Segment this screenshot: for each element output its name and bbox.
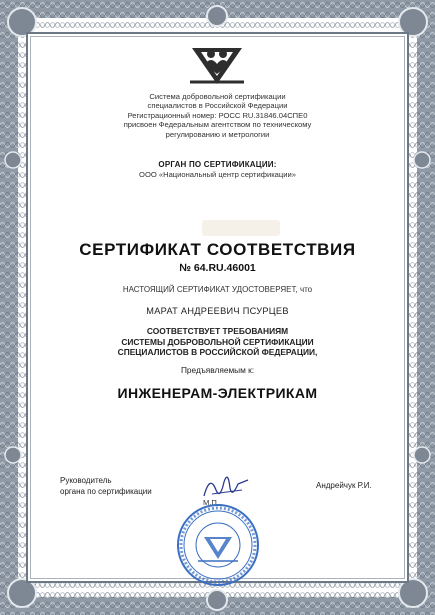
certificate-title: СЕРТИФИКАТ СООТВЕТСТВИЯ xyxy=(79,240,356,259)
issuer-line: Система добровольной сертификации xyxy=(149,92,286,101)
issuer-line: специалистов в Российской Федерации xyxy=(147,101,288,111)
issuer-line: регулированию и метрологии xyxy=(165,129,270,139)
head-label-line: органа по сертификации xyxy=(60,487,152,496)
stamp-place-label: М.П. xyxy=(203,498,220,507)
head-of-organ-label xyxy=(60,475,152,497)
head-name: Андрейчук Р.И. xyxy=(316,481,372,490)
holder-name: МАРАТ АНДРЕЕВИЧ ПСУРЦЕВ xyxy=(146,306,289,316)
certificate-number: № 64.RU.46001 xyxy=(179,262,256,274)
issuer-line: Регистрационный номер: РОСС RU.31846.04СПЕ0 xyxy=(127,110,308,120)
organ-block xyxy=(0,160,435,180)
issuer-block xyxy=(0,92,435,139)
certification-emblem-icon xyxy=(188,40,246,88)
organ-title: ОРГАН ПО СЕРТИФИКАЦИИ: xyxy=(158,160,277,169)
issuer-line: присвоен Федеральным агентством по техническому xyxy=(123,120,312,130)
conformity-line: СИСТЕМЫ ДОБРОВОЛЬНОЙ СЕРТИФИКАЦИИ xyxy=(121,336,314,347)
certifies-text: НАСТОЯЩИЙ СЕРТИФИКАТ УДОСТОВЕРЯЕТ, что xyxy=(122,285,313,294)
presented-to-label: Предъявляемым к: xyxy=(180,365,255,375)
conformity-line: СООТВЕТСТВУЕТ ТРЕБОВАНИЯМ xyxy=(146,326,289,336)
seal-stamp-icon xyxy=(176,503,260,587)
conformity-line: СПЕЦИАЛИСТОВ В РОССИЙСКОЙ ФЕДЕРАЦИИ, xyxy=(117,347,318,357)
conformity-statement xyxy=(0,326,435,358)
profession-title: ИНЖЕНЕРАМ-ЭЛЕКТРИКАМ xyxy=(117,385,318,401)
head-label-line: Руководитель xyxy=(60,476,112,485)
organ-name: ООО «Национальный центр сертификации» xyxy=(139,170,296,179)
watermark-mark xyxy=(198,214,284,242)
